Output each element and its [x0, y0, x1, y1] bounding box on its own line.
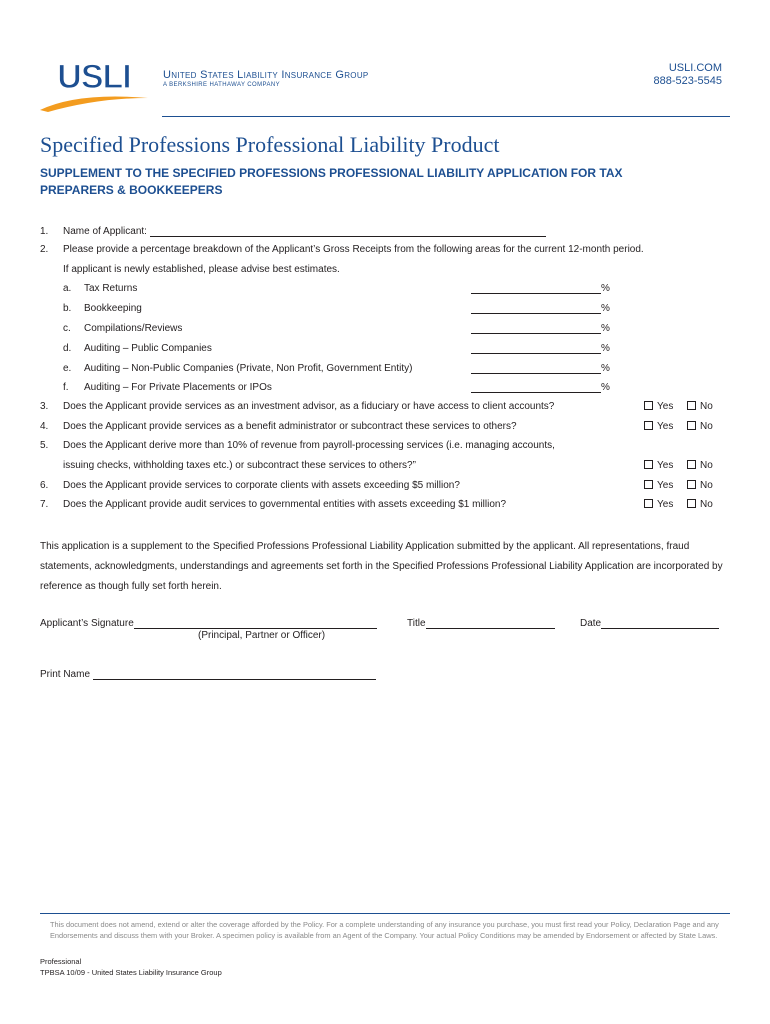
sub-d-row: [471, 343, 610, 354]
header-divider: [162, 116, 730, 117]
q5-number: 5.: [40, 440, 49, 451]
yes-label: Yes: [657, 460, 674, 471]
yes-label: Yes: [657, 499, 674, 510]
date-row: [580, 618, 719, 629]
q3-number: 3.: [40, 401, 49, 412]
yes-label: Yes: [657, 401, 674, 412]
ipo-audit-percent-field[interactable]: [471, 382, 601, 393]
sub-d-label: Auditing – Public Companies: [84, 343, 212, 354]
q5-text-continued: issuing checks, withholding taxes etc.) or subcontract these services to others?”: [63, 460, 416, 471]
q7-yes[interactable]: [644, 499, 673, 510]
q3-text: Does the Applicant provide services as an investment advisor, as a fiduciary or have access to client accounts?: [63, 401, 555, 412]
percent-sign: %: [601, 303, 610, 314]
print-name-field[interactable]: [93, 669, 376, 680]
checkbox-icon[interactable]: [687, 460, 696, 469]
q1-row: [63, 226, 546, 237]
checkbox-icon[interactable]: [687, 499, 696, 508]
q5-text: Does the Applicant derive more than 10% of revenue from payroll-processing services (i.e. managing accounts,: [63, 440, 555, 451]
supplement-statement: This application is a supplement to the Specified Professions Professional Liability Application submitted by the applicant. All representations, fraud statements, acknowledgments, understandings and agreements set forth in the Specified Professions Professional Liability Application are incorporated by reference as though fully set forth herein.: [40, 541, 723, 592]
company-subtitle: A BERKSHIRE HATHAWAY COMPANY: [163, 82, 280, 88]
non-public-audit-percent-field[interactable]: [471, 363, 601, 374]
yes-label: Yes: [657, 480, 674, 491]
sub-f-row: [471, 382, 610, 393]
checkbox-icon[interactable]: [644, 421, 653, 430]
sub-b-row: [471, 303, 610, 314]
applicant-signature-label: Applicant’s Signature: [40, 618, 134, 629]
sub-c-row: [471, 323, 610, 334]
logo-swoosh-icon: [40, 97, 148, 113]
q7-no[interactable]: [687, 499, 713, 510]
page-title: Specified Professions Professional Liability Product: [40, 132, 500, 157]
percent-sign: %: [601, 323, 610, 334]
print-name-row: [40, 669, 376, 680]
percent-sign: %: [601, 283, 610, 294]
sub-c-label: Compilations/Reviews: [84, 323, 183, 334]
sub-b-label: Bookkeeping: [84, 303, 142, 314]
percent-sign: %: [601, 382, 610, 393]
sub-a-row: [471, 283, 610, 294]
title-row: [407, 618, 555, 629]
q4-yes[interactable]: [644, 421, 673, 432]
page-subtitle: SUPPLEMENT TO THE SPECIFIED PROFESSIONS PROFESSIONAL LIABILITY APPLICATION FOR TAX PREPARERS & BOOKKEEPERS: [40, 166, 623, 197]
percent-sign: %: [601, 363, 610, 374]
phone-number: 888-523-5545: [653, 75, 722, 87]
no-label: No: [700, 499, 713, 510]
q2-text-continued: If applicant is newly established, please advise best estimates.: [63, 264, 340, 275]
footer-form-id: TPBSA 10/09 - United States Liability Insurance Group: [40, 968, 222, 977]
q2-number: 2.: [40, 244, 49, 255]
sub-e-row: [471, 363, 610, 374]
q6-number: 6.: [40, 480, 49, 491]
q2-text: Please provide a percentage breakdown of the Applicant’s Gross Receipts from the following areas for the current 12-month period.: [63, 244, 644, 255]
footer-divider: [40, 913, 730, 914]
applicant-name-field[interactable]: [150, 226, 546, 237]
q3-yes[interactable]: [644, 401, 673, 412]
usli-logo: [38, 54, 150, 112]
q6-yes[interactable]: [644, 480, 673, 491]
q4-number: 4.: [40, 421, 49, 432]
website-link[interactable]: USLI.COM: [668, 62, 722, 74]
company-name: United States Liability Insurance Group: [163, 69, 369, 81]
footer-disclaimer: This document does not amend, extend or alter the coverage afforded by the Policy. For a complete understanding of any insurance you purchase, you must first read your Policy, Declaration Page and any Endorsements and discuss them with your Broker. A specimen policy is available from an Agent of the Company. Your actual Policy Conditions may be amended by Endorsement or affected by State Laws.: [50, 920, 719, 940]
no-label: No: [700, 401, 713, 412]
public-audit-percent-field[interactable]: [471, 343, 601, 354]
contact-block: [653, 62, 722, 88]
checkbox-icon[interactable]: [644, 499, 653, 508]
sub-f-letter: f.: [63, 382, 69, 393]
no-label: No: [700, 421, 713, 432]
no-label: No: [700, 460, 713, 471]
checkbox-icon[interactable]: [644, 480, 653, 489]
q4-no[interactable]: [687, 421, 713, 432]
sub-e-letter: e.: [63, 363, 72, 374]
applicant-signature-row: [40, 618, 377, 629]
checkbox-icon[interactable]: [687, 421, 696, 430]
q3-no[interactable]: [687, 401, 713, 412]
sub-b-letter: b.: [63, 303, 72, 314]
title-field[interactable]: [426, 618, 555, 629]
sub-c-letter: c.: [63, 323, 71, 334]
logo-text: USLI: [57, 58, 131, 96]
q5-yes[interactable]: [644, 460, 673, 471]
applicant-signature-field[interactable]: [134, 618, 377, 629]
q1-number: 1.: [40, 226, 49, 237]
q6-text: Does the Applicant provide services to corporate clients with assets exceeding $5 million?: [63, 480, 460, 491]
q4-text: Does the Applicant provide services as a benefit administrator or subcontract these services to others?: [63, 421, 517, 432]
sub-d-letter: d.: [63, 343, 72, 354]
yes-label: Yes: [657, 421, 674, 432]
checkbox-icon[interactable]: [644, 401, 653, 410]
q5-no[interactable]: [687, 460, 713, 471]
q6-no[interactable]: [687, 480, 713, 491]
date-field[interactable]: [601, 618, 719, 629]
title-label: Title: [407, 618, 426, 629]
usli-logo-graphic: [38, 54, 150, 112]
checkbox-icon[interactable]: [644, 460, 653, 469]
percent-sign: %: [601, 343, 610, 354]
q1-label: Name of Applicant:: [63, 226, 147, 237]
sub-a-label: Tax Returns: [84, 283, 138, 294]
bookkeeping-percent-field[interactable]: [471, 303, 601, 314]
checkbox-icon[interactable]: [687, 401, 696, 410]
sub-e-label: Auditing – Non-Public Companies (Private, Non Profit, Government Entity): [84, 363, 413, 374]
no-label: No: [700, 480, 713, 491]
sub-f-label: Auditing – For Private Placements or IPOs: [84, 382, 272, 393]
print-name-label: Print Name: [40, 669, 91, 680]
sub-a-letter: a.: [63, 283, 72, 294]
q7-number: 7.: [40, 499, 49, 510]
tax-returns-percent-field[interactable]: [471, 283, 601, 294]
compilations-percent-field[interactable]: [471, 323, 601, 334]
checkbox-icon[interactable]: [687, 480, 696, 489]
footer-category: Professional: [40, 957, 82, 966]
applicant-signature-hint: (Principal, Partner or Officer): [198, 630, 326, 641]
q7-text: Does the Applicant provide audit services to governmental entities with assets exceeding $1 million?: [63, 499, 507, 510]
date-label: Date: [580, 618, 602, 629]
